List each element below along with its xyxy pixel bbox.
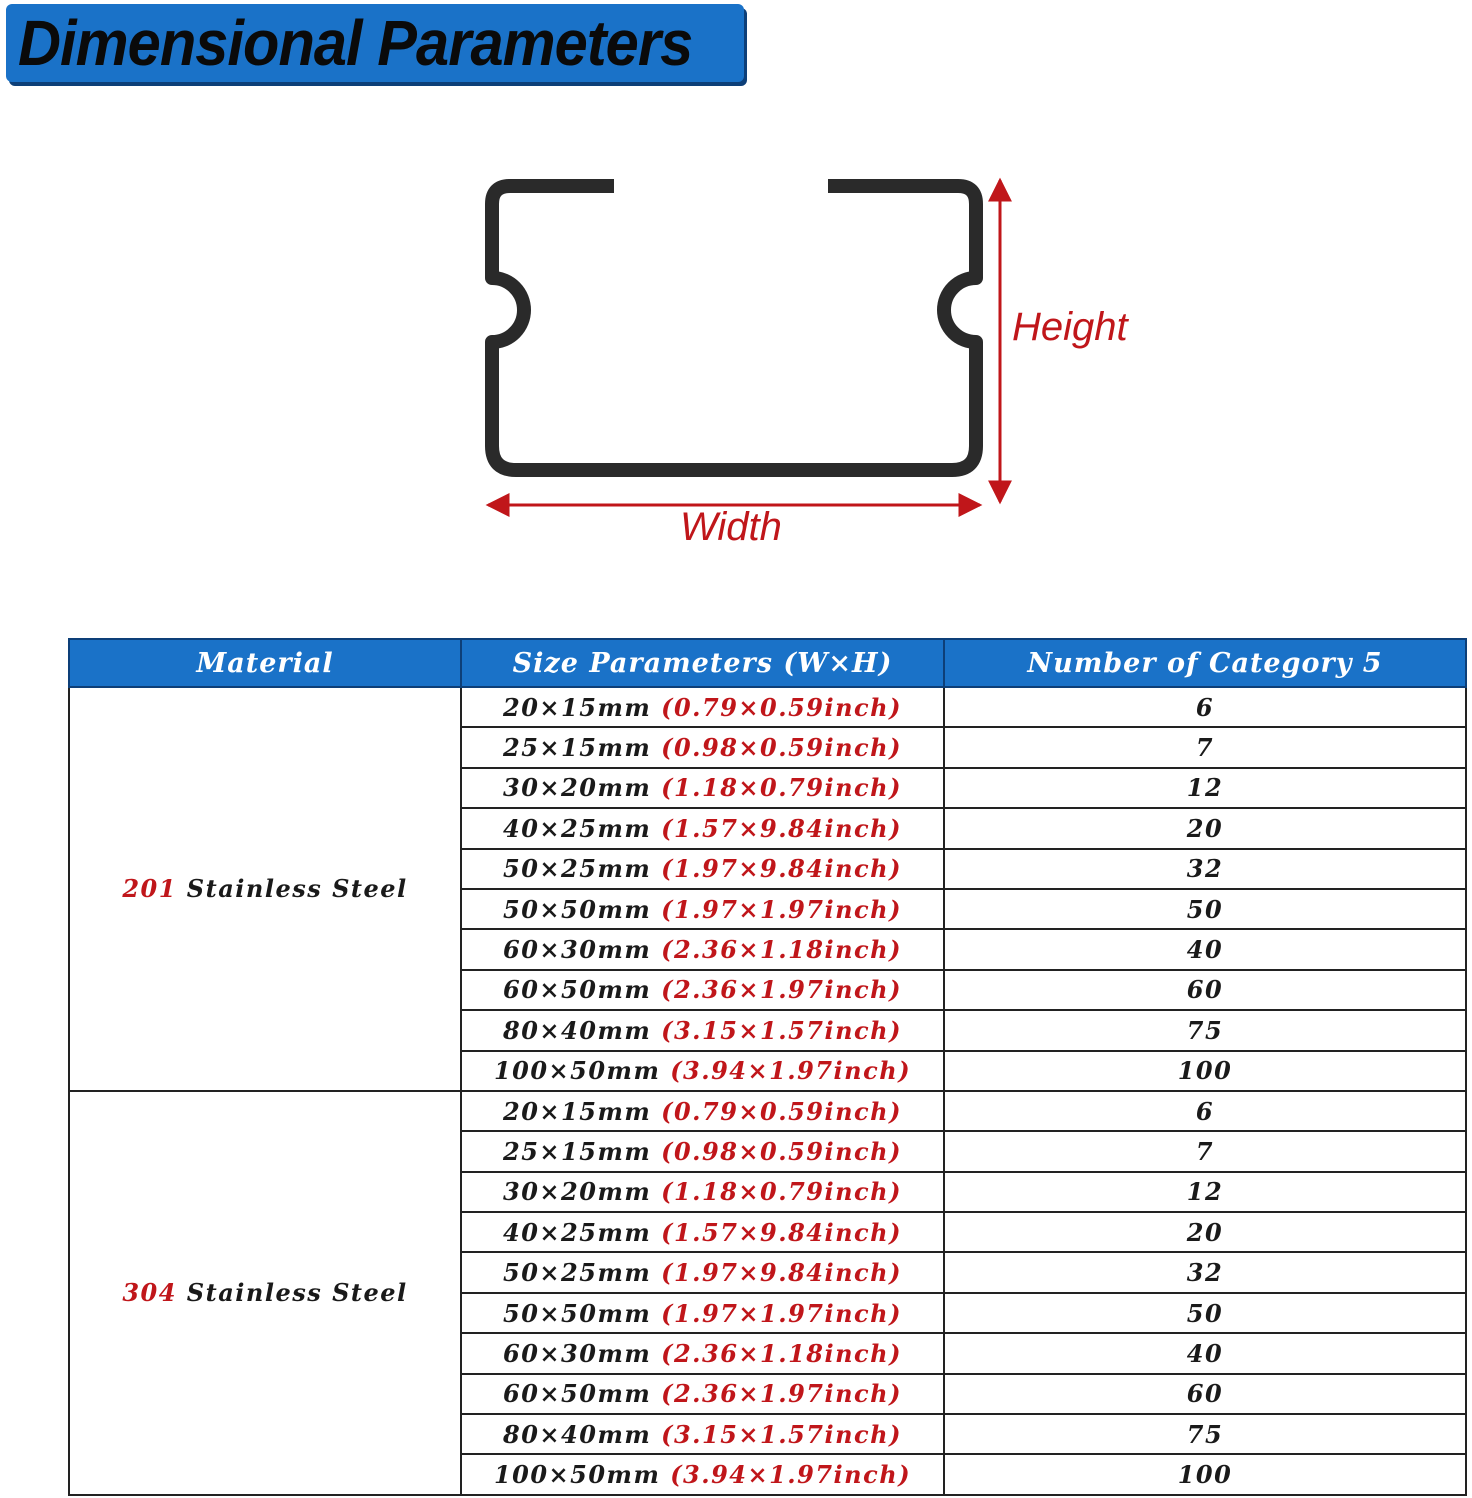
size-inch: (2.36×1.97inch) [661, 975, 902, 1005]
size-mm: 60×50mm [503, 1379, 662, 1409]
material-grade: 304 [122, 1278, 177, 1308]
count-cell: 6 [944, 687, 1466, 727]
size-mm: 30×20mm [503, 773, 662, 803]
spec-table-body [69, 687, 1466, 1495]
size-cell [461, 1333, 944, 1373]
material-cell [69, 687, 461, 1091]
size-inch: (1.97×1.97inch) [661, 1298, 902, 1328]
header-number: Number of Category 5 [944, 639, 1466, 687]
size-mm: 100×50mm [493, 1056, 671, 1086]
size-mm: 50×25mm [503, 854, 662, 884]
size-inch: (0.79×0.59inch) [661, 1096, 902, 1126]
size-mm: 50×50mm [503, 894, 662, 924]
count-cell: 7 [944, 1131, 1466, 1171]
count-cell: 40 [944, 1333, 1466, 1373]
size-inch: (3.15×1.57inch) [661, 1015, 902, 1045]
width-label: Width [680, 505, 782, 549]
size-cell [461, 1172, 944, 1212]
size-inch: (1.57×9.84inch) [661, 1217, 902, 1247]
size-cell [461, 1131, 944, 1171]
material-name: Stainless Steel [176, 1278, 408, 1308]
size-inch: (0.98×0.59inch) [661, 1136, 902, 1166]
table-row [69, 687, 1466, 727]
count-cell: 100 [944, 1454, 1466, 1495]
size-mm: 50×25mm [503, 1258, 662, 1288]
size-inch: (1.18×0.79inch) [661, 773, 902, 803]
size-inch: (2.36×1.18inch) [661, 1338, 902, 1368]
size-inch: (3.94×1.97inch) [670, 1460, 912, 1490]
count-cell: 32 [944, 1252, 1466, 1292]
size-cell [461, 849, 944, 889]
count-cell: 50 [944, 889, 1466, 929]
channel-outline [492, 186, 976, 470]
size-mm: 100×50mm [493, 1460, 671, 1490]
size-mm: 20×15mm [503, 1096, 662, 1126]
count-cell: 75 [944, 1010, 1466, 1050]
size-mm: 60×50mm [503, 975, 662, 1005]
material-cell [69, 1091, 461, 1495]
size-inch: (2.36×1.97inch) [661, 1379, 902, 1409]
count-cell: 12 [944, 768, 1466, 808]
count-cell: 75 [944, 1414, 1466, 1454]
size-inch: (1.57×9.84inch) [661, 813, 902, 843]
size-inch: (1.18×0.79inch) [661, 1177, 902, 1207]
size-mm: 60×30mm [503, 935, 662, 965]
count-cell: 60 [944, 970, 1466, 1010]
size-inch: (1.97×1.97inch) [661, 894, 902, 924]
size-cell [461, 1010, 944, 1050]
size-cell [461, 808, 944, 848]
count-cell: 6 [944, 1091, 1466, 1131]
size-mm: 20×15mm [503, 692, 662, 722]
size-inch: (0.98×0.59inch) [661, 733, 902, 763]
size-cell [461, 1051, 944, 1091]
header-size-parameters: Size Parameters (W×H) [461, 639, 944, 687]
size-cell [461, 1454, 944, 1495]
size-mm: 40×25mm [503, 1217, 662, 1247]
size-cell [461, 687, 944, 727]
size-mm: 25×15mm [503, 1136, 662, 1166]
size-inch: (2.36×1.18inch) [661, 935, 902, 965]
size-mm: 60×30mm [503, 1338, 662, 1368]
size-cell [461, 970, 944, 1010]
size-cell [461, 1374, 944, 1414]
size-mm: 40×25mm [503, 813, 662, 843]
size-inch: (3.94×1.97inch) [670, 1056, 912, 1086]
header-material: Material [69, 639, 461, 687]
table-header-row [69, 639, 1466, 687]
size-cell [461, 1091, 944, 1131]
size-cell [461, 889, 944, 929]
count-cell: 7 [944, 727, 1466, 767]
count-cell: 20 [944, 1212, 1466, 1252]
size-mm: 80×40mm [503, 1419, 662, 1449]
size-cell [461, 1212, 944, 1252]
table-row [69, 1091, 1466, 1131]
count-cell: 12 [944, 1172, 1466, 1212]
size-mm: 25×15mm [503, 733, 662, 763]
count-cell: 32 [944, 849, 1466, 889]
size-mm: 50×50mm [503, 1298, 662, 1328]
material-grade: 201 [122, 874, 177, 904]
size-mm: 80×40mm [503, 1015, 662, 1045]
height-label: Height [1012, 305, 1128, 349]
size-inch: (1.97×9.84inch) [661, 1258, 902, 1288]
size-cell [461, 1252, 944, 1292]
size-cell [461, 1293, 944, 1333]
count-cell: 20 [944, 808, 1466, 848]
size-mm: 30×20mm [503, 1177, 662, 1207]
size-inch: (3.15×1.57inch) [661, 1419, 902, 1449]
material-name: Stainless Steel [176, 874, 408, 904]
count-cell: 100 [944, 1051, 1466, 1091]
spec-table [68, 638, 1467, 1496]
size-inch: (0.79×0.59inch) [661, 692, 902, 722]
count-cell: 40 [944, 929, 1466, 969]
size-cell [461, 929, 944, 969]
count-cell: 50 [944, 1293, 1466, 1333]
size-inch: (1.97×9.84inch) [661, 854, 902, 884]
count-cell: 60 [944, 1374, 1466, 1414]
size-cell [461, 768, 944, 808]
size-cell [461, 727, 944, 767]
size-cell [461, 1414, 944, 1454]
page-title: Dimensional Parameters [18, 7, 693, 79]
